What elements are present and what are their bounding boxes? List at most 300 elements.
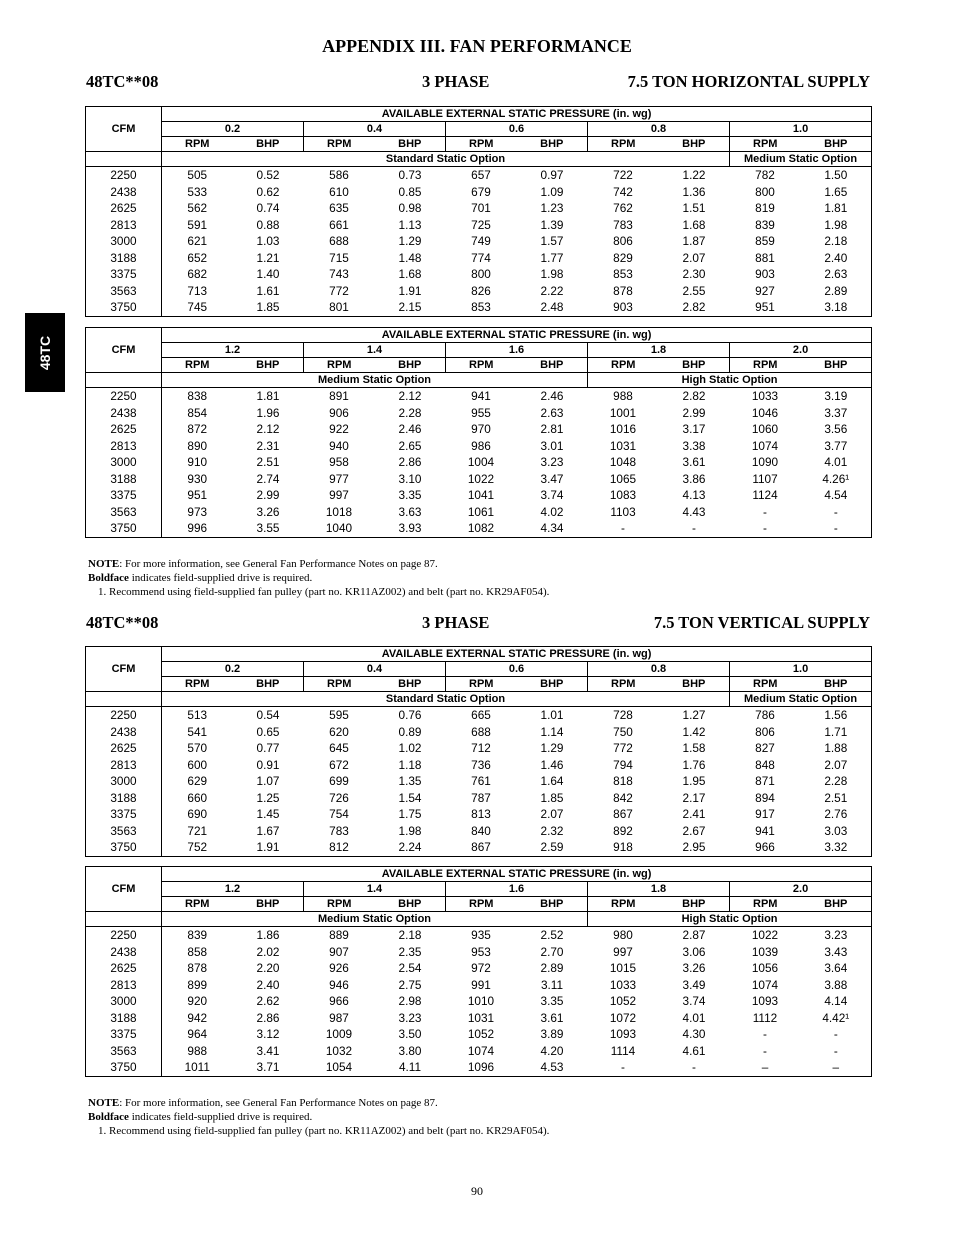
table-row <box>86 438 872 455</box>
cfm-value: 3563 <box>86 1043 162 1060</box>
rpm-value: 1011 <box>184 1060 210 1074</box>
bhp-value: 3.03 <box>824 823 848 838</box>
cfm-value: 3188 <box>86 790 162 807</box>
rpm-label: RPM <box>162 677 233 692</box>
rpm-value: 966 <box>329 994 349 1008</box>
bhp-value: 2.86 <box>256 1010 280 1025</box>
rpm-value: - <box>621 521 625 535</box>
bhp-value: 2.28 <box>824 774 848 788</box>
bhp-value: 1.67 <box>256 823 280 838</box>
rpm-value: 712 <box>471 741 491 755</box>
bhp-value: 2.95 <box>682 840 706 854</box>
bhp-value: 4.14 <box>824 994 848 1008</box>
pressure-row <box>86 662 872 677</box>
rpm-label: RPM <box>162 897 233 912</box>
rpm-value: 1082 <box>467 521 495 535</box>
rpm-value: 722 <box>613 168 633 182</box>
cfm-value: 3375 <box>86 266 162 283</box>
bhp-value: 3.32 <box>824 840 848 854</box>
rpm-value: 853 <box>613 267 633 281</box>
table-row <box>86 283 872 300</box>
cfm-value: 3188 <box>86 250 162 267</box>
rpm-value: 997 <box>613 944 633 959</box>
bhp-value: 3.47 <box>540 471 564 486</box>
rpm-value: 927 <box>755 283 775 298</box>
rpm-value: 907 <box>329 944 349 959</box>
bhp-value: 1.96 <box>256 405 280 420</box>
rpm-value: 918 <box>613 840 633 854</box>
bhp-value: 2.63 <box>540 405 564 420</box>
bhp-label: BHP <box>801 137 872 152</box>
rpm-value: 973 <box>187 504 208 519</box>
rpm-value: 745 <box>187 300 208 314</box>
bhp-value: 2.24 <box>398 840 422 854</box>
table-row <box>86 299 872 316</box>
rpm-label: RPM <box>446 358 517 373</box>
bhp-value: 1.42 <box>682 724 706 739</box>
rpm-value: 1124 <box>752 488 778 502</box>
rpm-value: 1033 <box>609 977 637 992</box>
pressure-value: 1.8 <box>588 882 730 897</box>
header-row <box>86 107 872 122</box>
rpm-value: 736 <box>471 757 491 772</box>
bhp-value: 1.64 <box>540 774 564 788</box>
bhp-label: BHP <box>375 137 446 152</box>
page-number: 90 <box>471 1184 483 1198</box>
cfm-value: 2250 <box>86 167 162 184</box>
bhp-value: 2.28 <box>398 405 422 420</box>
rpm-value: 1112 <box>752 1010 778 1025</box>
bhp-value: 4.01 <box>682 1010 706 1025</box>
cfm-value: 3375 <box>86 487 162 504</box>
bhp-value: 1.07 <box>256 774 280 788</box>
rpm-value: 859 <box>755 234 775 248</box>
rpm-value: - <box>763 504 767 519</box>
bhp-value: 1.81 <box>824 201 848 215</box>
bhp-value: 0.98 <box>398 201 422 215</box>
pressure-value: 1.0 <box>730 122 872 137</box>
table-row <box>86 504 872 521</box>
supply-label: 7.5 TON VERTICAL SUPPLY <box>653 613 870 632</box>
bhp-value: 2.82 <box>682 300 706 314</box>
bhp-value: 2.32 <box>540 823 564 838</box>
bhp-label: BHP <box>659 137 730 152</box>
cfm-value: 2250 <box>86 707 162 724</box>
rpm-value: 688 <box>329 234 349 248</box>
rpm-value: 699 <box>329 774 349 788</box>
bhp-value: 1.02 <box>398 741 422 755</box>
bhp-value: 2.59 <box>540 840 564 854</box>
rpm-value: 725 <box>471 217 491 232</box>
bhp-value: 1.98 <box>540 267 564 281</box>
bhp-value: 2.99 <box>256 488 280 502</box>
table-row <box>86 405 872 422</box>
table-row <box>86 1059 872 1076</box>
rpm-value: - <box>621 1060 625 1074</box>
cfm-value: 3750 <box>86 1059 162 1076</box>
bhp-value: 1.18 <box>398 757 422 772</box>
bhp-label: BHP <box>375 677 446 692</box>
cfm-value: 3000 <box>86 233 162 250</box>
rpm-value: 964 <box>187 1027 208 1041</box>
bhp-label: BHP <box>801 358 872 373</box>
rpm-value: 867 <box>613 807 633 821</box>
rpm-value: 1041 <box>467 488 495 502</box>
rpm-value: 672 <box>329 757 349 772</box>
bhp-value: 1.88 <box>824 741 848 755</box>
rpm-value: 783 <box>613 217 633 232</box>
rpm-value: 871 <box>755 774 775 788</box>
rpm-value: 1015 <box>609 961 637 975</box>
note-label: NOTE <box>88 558 120 570</box>
table-row <box>86 944 872 961</box>
rpm-value: 1048 <box>609 455 637 469</box>
rpm-value: 1074 <box>751 438 779 453</box>
rpm-value: 970 <box>471 422 491 436</box>
rpm-value: 1096 <box>467 1060 495 1074</box>
bhp-label: BHP <box>801 897 872 912</box>
pressure-header: AVAILABLE EXTERNAL STATIC PRESSURE (in. wg) <box>162 107 872 122</box>
rpm-value: 726 <box>329 790 349 805</box>
cfm-header: CFM <box>86 647 162 692</box>
bhp-value: 1.51 <box>682 201 706 215</box>
bhp-value: 1.77 <box>540 250 564 265</box>
bhp-value: 1.87 <box>682 234 706 248</box>
section-heading-vertical <box>86 613 870 635</box>
pressure-value: 2.0 <box>730 343 872 358</box>
option-row <box>86 373 872 388</box>
rpm-value: 1083 <box>609 488 637 502</box>
table-row <box>86 454 872 471</box>
rpm-value: 878 <box>187 961 208 975</box>
cfm-header: CFM <box>86 867 162 912</box>
rpm-value: 586 <box>329 168 349 182</box>
rpm-value: 829 <box>613 250 633 265</box>
rpm-label: RPM <box>304 677 375 692</box>
rpm-value: 1004 <box>467 455 495 469</box>
cfm-value: 3000 <box>86 993 162 1010</box>
bhp-value: 3.74 <box>682 994 706 1008</box>
bhp-value: 1.86 <box>256 928 280 942</box>
column-label-row <box>86 137 872 152</box>
rpm-value: 903 <box>755 267 775 281</box>
bhp-value: 1.40 <box>256 267 280 281</box>
bhp-value: 1.85 <box>540 790 564 805</box>
rpm-value: 818 <box>613 774 633 788</box>
bhp-value: 2.18 <box>398 928 422 942</box>
option-left: Medium Static Option <box>162 373 588 388</box>
notes-vertical <box>88 1096 549 1138</box>
bhp-value: 1.21 <box>256 250 280 265</box>
bhp-value: 3.74 <box>540 488 564 502</box>
rpm-value: 1022 <box>467 471 495 486</box>
cfm-value: 3750 <box>86 520 162 537</box>
rpm-label: RPM <box>730 358 801 373</box>
option-row <box>86 692 872 707</box>
rpm-value: 942 <box>187 1010 208 1025</box>
cfm-value: 2625 <box>86 960 162 977</box>
bhp-value: 1.68 <box>682 217 706 232</box>
option-row <box>86 912 872 927</box>
rpm-value: 806 <box>755 724 775 739</box>
bhp-value: 1.14 <box>540 724 564 739</box>
rpm-label: RPM <box>730 897 801 912</box>
table-row <box>86 993 872 1010</box>
bhp-label: BHP <box>375 358 446 373</box>
bhp-value: 4.30 <box>682 1027 706 1041</box>
rpm-value: 1052 <box>609 994 637 1008</box>
rpm-value: 679 <box>471 184 491 199</box>
bhp-value: 3.77 <box>824 438 848 453</box>
bhp-value: 0.62 <box>256 184 280 199</box>
bhp-value: 1.29 <box>540 741 564 755</box>
rpm-value: 926 <box>329 961 349 975</box>
bhp-label: BHP <box>659 358 730 373</box>
rpm-value: 800 <box>755 184 775 199</box>
bhp-value: 4.11 <box>398 1060 422 1074</box>
rpm-value: 787 <box>471 790 491 805</box>
table-row <box>86 977 872 994</box>
rpm-value: 1060 <box>751 422 779 436</box>
bhp-value: 2.07 <box>682 250 706 265</box>
bhp-value: 1.27 <box>682 708 706 722</box>
pressure-value: 0.4 <box>304 662 446 677</box>
cfm-value: 3375 <box>86 806 162 823</box>
bhp-value: 3.71 <box>256 1060 280 1074</box>
bhp-value: 2.75 <box>398 977 422 992</box>
rpm-value: 858 <box>187 944 208 959</box>
fan-table-vertical-low <box>85 646 872 857</box>
table-row <box>86 184 872 201</box>
rpm-value: 800 <box>471 267 491 281</box>
table-row <box>86 839 872 856</box>
rpm-label: RPM <box>446 137 517 152</box>
bhp-value: 2.99 <box>682 405 706 420</box>
bhp-value: 2.51 <box>824 790 848 805</box>
bhp-value: 3.37 <box>824 405 848 420</box>
rpm-value: 1107 <box>752 471 778 486</box>
bhp-value: 1.48 <box>398 250 422 265</box>
pressure-header: AVAILABLE EXTERNAL STATIC PRESSURE (in. wg) <box>162 328 872 343</box>
bhp-value: 2.48 <box>540 300 564 314</box>
rpm-value: 988 <box>613 389 633 403</box>
bhp-value: 1.71 <box>824 724 848 739</box>
rpm-value: 972 <box>471 961 491 975</box>
rpm-value: 840 <box>471 823 491 838</box>
rpm-value: 713 <box>187 283 208 298</box>
page-title: APPENDIX III. FAN PERFORMANCE <box>322 36 632 56</box>
rpm-value: 842 <box>613 790 633 805</box>
table-row <box>86 707 872 724</box>
bhp-value: 3.35 <box>540 994 564 1008</box>
bhp-value: 3.61 <box>540 1010 564 1025</box>
bhp-value: 4.53 <box>540 1060 564 1074</box>
rpm-value: 955 <box>471 405 491 420</box>
rpm-label: RPM <box>162 137 233 152</box>
side-tab-label: 48TC <box>37 335 53 370</box>
bhp-value: 3.64 <box>824 961 848 975</box>
rpm-value: 838 <box>187 389 208 403</box>
fan-table-vertical-high <box>85 866 872 1077</box>
rpm-value: - <box>763 521 767 535</box>
rpm-value: 620 <box>329 724 349 739</box>
table-row <box>86 217 872 234</box>
rpm-value: 783 <box>329 823 349 838</box>
pressure-header: AVAILABLE EXTERNAL STATIC PRESSURE (in. wg) <box>162 867 872 882</box>
rpm-value: 953 <box>471 944 491 959</box>
bhp-value: 4.20 <box>540 1043 564 1058</box>
header-row <box>86 647 872 662</box>
rpm-value: – <box>761 1060 769 1074</box>
bhp-value: 2.12 <box>398 389 422 403</box>
rpm-value: 743 <box>329 267 349 281</box>
bhp-value: 4.02 <box>540 504 564 519</box>
rpm-value: 940 <box>329 438 349 453</box>
table-row <box>86 740 872 757</box>
bhp-label: BHP <box>233 358 304 373</box>
rpm-value: - <box>763 1027 767 1041</box>
rpm-value: 987 <box>329 1010 349 1025</box>
pressure-value: 1.4 <box>304 343 446 358</box>
rpm-label: RPM <box>588 358 659 373</box>
rpm-value: 826 <box>471 283 491 298</box>
option-row <box>86 152 872 167</box>
rpm-value: 890 <box>187 438 208 453</box>
rpm-value: 794 <box>613 757 633 772</box>
bhp-value: 3.23 <box>540 455 564 469</box>
bhp-value: 3.10 <box>398 471 422 486</box>
rpm-value: 652 <box>187 250 208 265</box>
bhp-value: 3.56 <box>824 422 848 436</box>
rpm-value: 728 <box>613 708 633 722</box>
rpm-label: RPM <box>588 897 659 912</box>
cfm-value: 2813 <box>86 757 162 774</box>
bhp-value: 3.23 <box>398 1010 422 1025</box>
pressure-value: 1.6 <box>446 343 588 358</box>
rpm-value: 715 <box>329 250 349 265</box>
bhp-value: 1.95 <box>682 774 706 788</box>
bhp-label: BHP <box>517 137 588 152</box>
rpm-value: 813 <box>471 807 491 821</box>
rpm-value: 935 <box>471 928 491 942</box>
table-row <box>86 927 872 944</box>
rpm-value: 958 <box>329 455 349 469</box>
rpm-value: 891 <box>329 389 349 403</box>
bhp-value: 3.01 <box>540 438 564 453</box>
bhp-value: 2.15 <box>398 300 422 314</box>
bhp-value: 1.98 <box>824 217 848 232</box>
bhp-value: 2.67 <box>682 823 706 838</box>
bhp-value: 3.41 <box>256 1043 280 1058</box>
bhp-value: 3.18 <box>824 300 848 314</box>
rpm-value: 562 <box>187 201 208 215</box>
table-row <box>86 724 872 741</box>
rpm-value: 621 <box>187 234 208 248</box>
cfm-header: CFM <box>86 328 162 373</box>
rpm-value: 839 <box>187 928 208 942</box>
table-row <box>86 757 872 774</box>
pressure-value: 0.8 <box>588 122 730 137</box>
rpm-value: 872 <box>187 422 208 436</box>
rpm-value: 839 <box>755 217 775 232</box>
rpm-value: 906 <box>329 405 349 420</box>
bhp-value: 1.54 <box>398 790 422 805</box>
bhp-value: 0.89 <box>398 724 422 739</box>
bhp-value: 1.68 <box>398 267 422 281</box>
rpm-value: 806 <box>613 234 633 248</box>
phase-label: 3 PHASE <box>422 72 490 91</box>
bhp-value: 0.88 <box>256 217 280 232</box>
bhp-label: BHP <box>517 358 588 373</box>
rpm-label: RPM <box>304 897 375 912</box>
rpm-value: 1009 <box>325 1027 353 1041</box>
pressure-row <box>86 882 872 897</box>
rpm-value: 1103 <box>610 504 636 519</box>
cfm-value: 2250 <box>86 388 162 405</box>
bhp-value: 2.40 <box>256 977 280 992</box>
bhp-value: 2.55 <box>682 283 706 298</box>
rpm-value: 801 <box>329 300 349 314</box>
bhp-value: 2.22 <box>540 283 564 298</box>
bhp-value: 2.30 <box>682 267 706 281</box>
rpm-value: 986 <box>471 438 491 453</box>
bhp-value: 1.22 <box>682 168 706 182</box>
bhp-value: 3.06 <box>682 944 706 959</box>
rpm-value: 749 <box>471 234 491 248</box>
option-left: Standard Static Option <box>162 692 730 707</box>
cfm-value: 2813 <box>86 217 162 234</box>
bhp-value: 1.91 <box>398 283 422 298</box>
rpm-value: 754 <box>329 807 349 821</box>
pressure-value: 1.6 <box>446 882 588 897</box>
table-row <box>86 806 872 823</box>
bhp-value: 1.61 <box>256 283 280 298</box>
bhp-value: 3.19 <box>824 389 848 403</box>
note-line <box>88 1096 549 1110</box>
bhp-value: 3.35 <box>398 488 422 502</box>
rpm-value: 774 <box>471 250 491 265</box>
cfm-value: 3375 <box>86 1026 162 1043</box>
bhp-value: 4.61 <box>682 1043 706 1058</box>
cfm-value: 2438 <box>86 184 162 201</box>
pressure-value: 0.2 <box>162 662 304 677</box>
bhp-value: 2.98 <box>398 994 422 1008</box>
bhp-value: 2.63 <box>824 267 848 281</box>
bhp-value: 1.36 <box>682 184 706 199</box>
rpm-value: 1061 <box>467 504 495 519</box>
bhp-value: 0.65 <box>256 724 280 739</box>
bhp-value: 1.58 <box>682 741 706 755</box>
footnote: 1. Recommend using field-supplied fan pulley (part no. KR11AZ002) and belt (part no. KR29AF054). <box>98 1125 550 1137</box>
table-row <box>86 250 872 267</box>
cfm-header: CFM <box>86 107 162 152</box>
bhp-value: 2.02 <box>256 944 280 959</box>
rpm-value: 688 <box>471 724 491 739</box>
cfm-value: 2438 <box>86 405 162 422</box>
bhp-label: BHP <box>659 677 730 692</box>
bhp-value: 4.01 <box>824 455 848 469</box>
bhp-value: 4.42¹ <box>822 1010 850 1025</box>
rpm-value: 682 <box>187 267 208 281</box>
rpm-value: 541 <box>187 724 208 739</box>
footnote: 1. Recommend using field-supplied fan pulley (part no. KR11AZ002) and belt (part no. KR29AF054). <box>98 586 550 598</box>
rpm-value: 812 <box>329 840 349 854</box>
rpm-value: 941 <box>471 389 491 403</box>
cfm-value: 3000 <box>86 454 162 471</box>
bhp-value: 4.43 <box>682 504 706 519</box>
cfm-spacer <box>86 373 162 388</box>
rpm-value: 980 <box>613 928 633 942</box>
